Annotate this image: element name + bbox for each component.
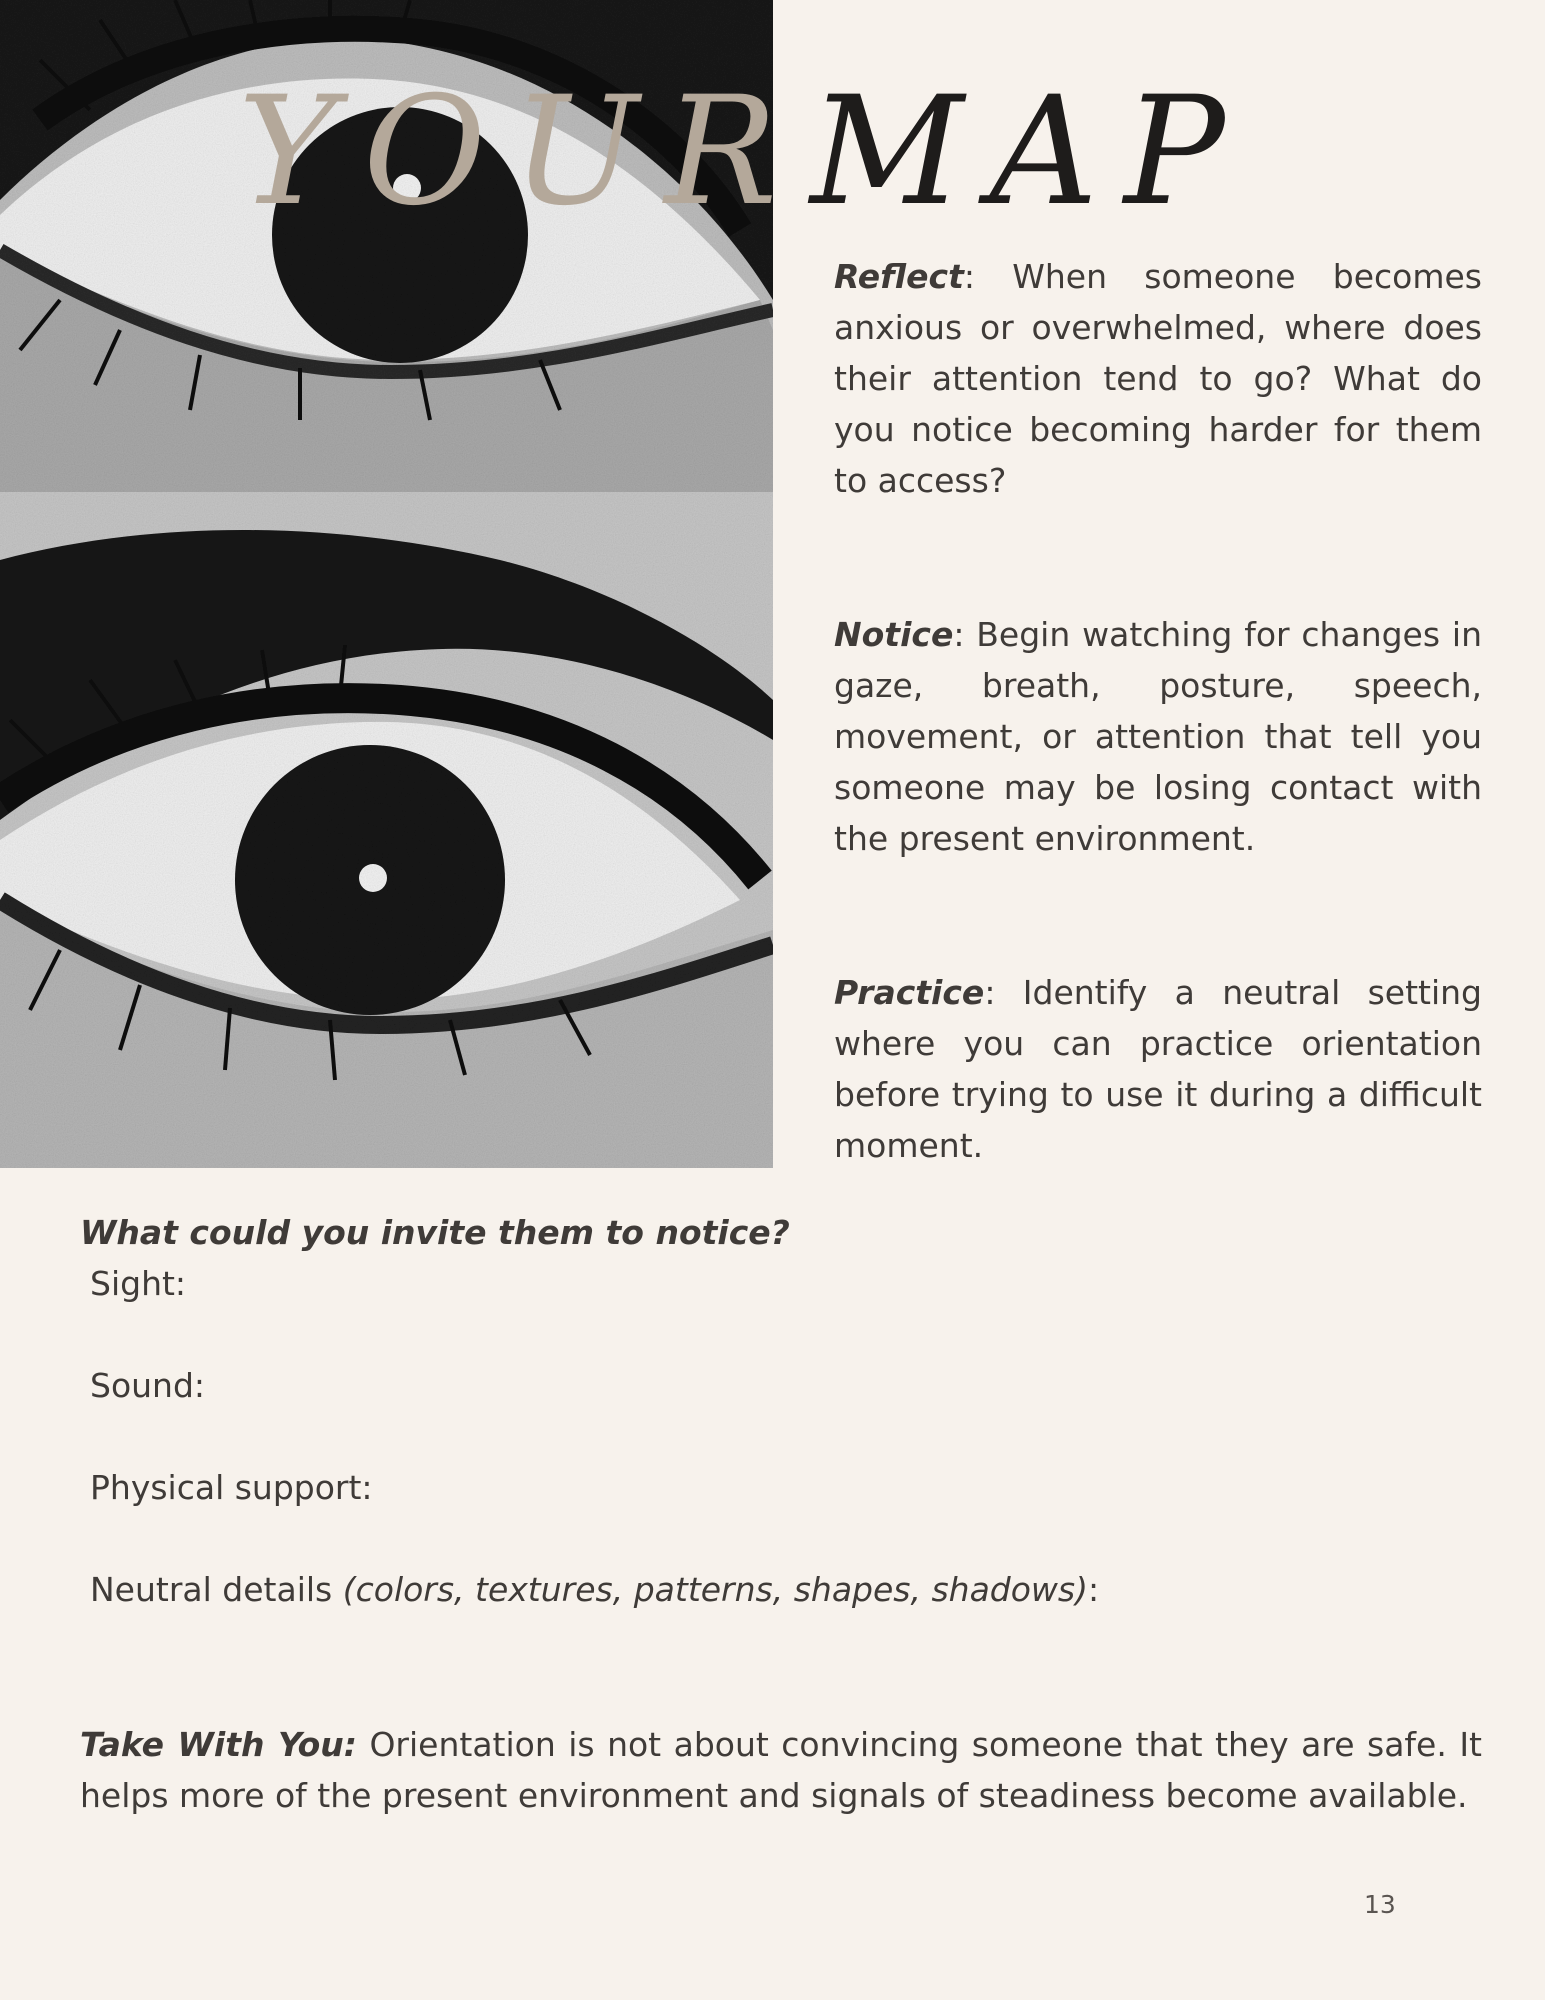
practice-text: : Identify a neutral setting where you can practice orientation before trying to use it during a difficult moment. [834, 973, 1482, 1165]
neutral-details-colon: : [1088, 1570, 1100, 1609]
neutral-details-examples: (colors, textures, patterns, shapes, shadows) [342, 1570, 1088, 1609]
take-with-you [80, 1719, 1482, 1821]
title-word-map: MAP [810, 65, 1251, 239]
reflect-text: : When someone becomes anxious or overwhelmed, where does their attention tend to go? What do you notice becoming harder for them to access? [834, 257, 1482, 500]
sound-field: Sound: [90, 1366, 206, 1405]
neutral-details-field [90, 1564, 1480, 1615]
takeaway-text: Orientation is not about convincing someone that they are safe. It helps more of the present environment and signals of steadiness become available. [80, 1725, 1482, 1815]
title-word-your: YOUR [238, 65, 804, 239]
page-title [0, 65, 1545, 239]
practice-label: Practice [834, 973, 985, 1012]
reflect-section [834, 251, 1482, 506]
notice-prompt [80, 1207, 1480, 1615]
neutral-details-label: Neutral details [90, 1570, 343, 1609]
notice-text: : Begin watching for changes in gaze, breath, posture, speech, movement, or attention that tell you someone may be losing contact with the present environment. [834, 615, 1482, 858]
takeaway-label: Take With You: [80, 1725, 357, 1764]
physical-support-field: Physical support: [90, 1468, 373, 1507]
sight-field: Sight: [90, 1264, 187, 1303]
notice-label: Notice [834, 615, 954, 654]
notice-section [834, 609, 1482, 864]
prompt-question: What could you invite them to notice? [80, 1213, 790, 1252]
practice-section [834, 967, 1482, 1171]
reflect-label: Reflect [834, 257, 964, 296]
page-number: 13 [1364, 1890, 1396, 1919]
